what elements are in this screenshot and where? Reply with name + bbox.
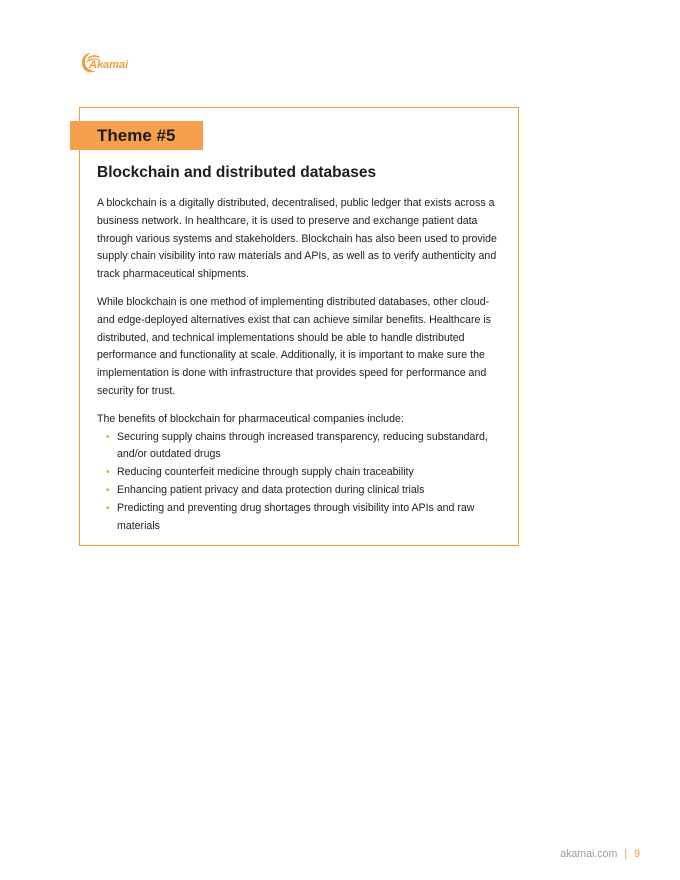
bullet-icon: • (106, 431, 110, 443)
bullet-icon: • (106, 467, 110, 479)
list-item-text: Predicting and preventing drug shortages through visibility into APIs and raw materials (117, 501, 475, 532)
page-footer (560, 846, 640, 862)
list-item (97, 429, 502, 465)
list-item-text: Enhancing patient privacy and data protection during clinical trials (117, 483, 425, 496)
theme-content (97, 162, 502, 535)
footer-site-link[interactable]: akamai.com (560, 848, 618, 860)
benefits-list (97, 429, 502, 536)
list-item-text: Reducing counterfeit medicine through supply chain traceability (117, 466, 414, 479)
paragraph-distributed: While blockchain is one method of implementing distributed databases, other cloud- and edge-deployed alternatives exist that can achieve similar benefits. Healthcare is distributed, and technical implementations should be able to handle distributed performance and functionality at scale. Additionally, it is important to make sure the implementation is done with infrastructure that provides speed for performance and security for trust. (97, 295, 491, 397)
list-item (97, 464, 502, 482)
bullet-icon: • (106, 502, 110, 514)
logo-wordmark: Akamai (89, 59, 129, 71)
akamai-logo (78, 50, 138, 74)
section-heading: Blockchain and distributed databases (97, 164, 377, 181)
footer-separator: | (624, 848, 628, 860)
page-number: 9 (634, 848, 640, 860)
bullet-icon: • (106, 484, 110, 496)
paragraph-intro: A blockchain is a digitally distributed, decentralised, public ledger that exists across a business network. In healthcare, it is used to preserve and exchange patient data through various systems and stakeholders. Blockchain has also been used to provide supply chain visibility into raw materials and APIs, as well as to verify authenticity and track pharmaceutical shipments. (97, 197, 497, 281)
benefits-intro: The benefits of blockchain for pharmaceutical companies include: (97, 412, 404, 425)
list-item-text: Securing supply chains through increased transparency, reducing substandard, and/or outdated drugs (117, 430, 488, 461)
theme-tag: Theme #5 (70, 121, 203, 150)
list-item (97, 482, 502, 500)
list-item (97, 500, 502, 536)
